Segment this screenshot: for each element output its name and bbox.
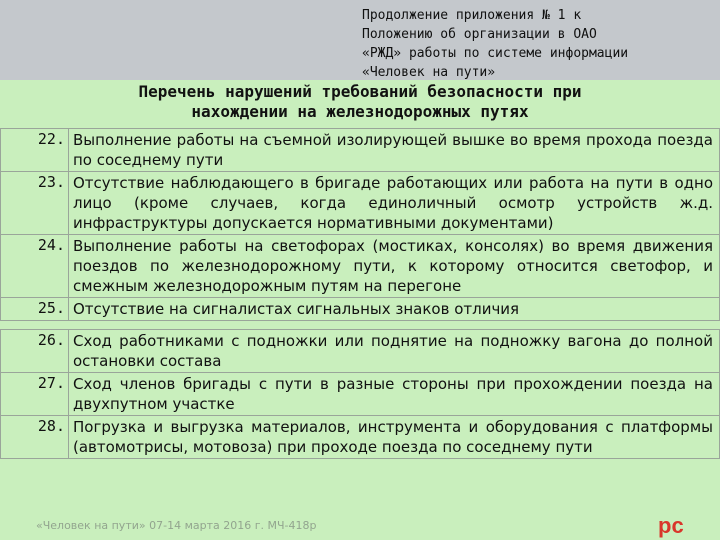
item-number: 25. <box>1 298 69 321</box>
item-text: Выполнение работы на светофорах (мостиках, консолях) во время движения поездов по железнодорожному пути, к которому относится светофор, и смежным железнодорожным путям на перегоне <box>69 235 720 298</box>
table-row <box>1 172 720 235</box>
item-number: 28. <box>1 416 69 459</box>
item-number: 24. <box>1 235 69 298</box>
brand-logo: рс <box>658 513 684 538</box>
row-spacer <box>1 321 720 330</box>
table-row <box>1 373 720 416</box>
item-text: Сход работниками с подножки или поднятие на подножку вагона до полной остановки состава <box>69 330 720 373</box>
item-number: 27. <box>1 373 69 416</box>
table-row <box>1 330 720 373</box>
violations-table <box>0 128 720 459</box>
table-row <box>1 298 720 321</box>
item-text: Выполнение работы на съемной изолирующей вышке во время прохода поезда по соседнему пути <box>69 129 720 172</box>
footer-caption: «Человек на пути» 07-14 марта 2016 г. МЧ-418р <box>36 519 317 532</box>
table-row <box>1 129 720 172</box>
item-text: Отсутствие на сигналистах сигнальных знаков отличия <box>69 298 720 321</box>
item-number: 23. <box>1 172 69 235</box>
item-text: Отсутствие наблюдающего в бригаде работающих или работа на пути в одно лицо (кроме случаев, когда единоличный осмотр устройств ж.д. инфраструктуры допускается нормативными документами) <box>69 172 720 235</box>
document-title: Перечень нарушений требований безопасности при нахождении на железнодорожных путях <box>138 82 582 121</box>
item-number: 22. <box>1 129 69 172</box>
item-text: Погрузка и выгрузка материалов, инструмента и оборудования с платформы (автомотрисы, мотовоза) при проходе поезда по соседнему пути <box>69 416 720 459</box>
item-number: 26. <box>1 330 69 373</box>
appendix-header-note: Продолжение приложения № 1 к Положению об организации в ОАО «РЖД» работы по системе информации «Человек на пути» <box>362 8 629 80</box>
item-text: Сход членов бригады с пути в разные стороны при прохождении поезда на двухпутном участке <box>69 373 720 416</box>
table-row <box>1 235 720 298</box>
table-row <box>1 416 720 459</box>
